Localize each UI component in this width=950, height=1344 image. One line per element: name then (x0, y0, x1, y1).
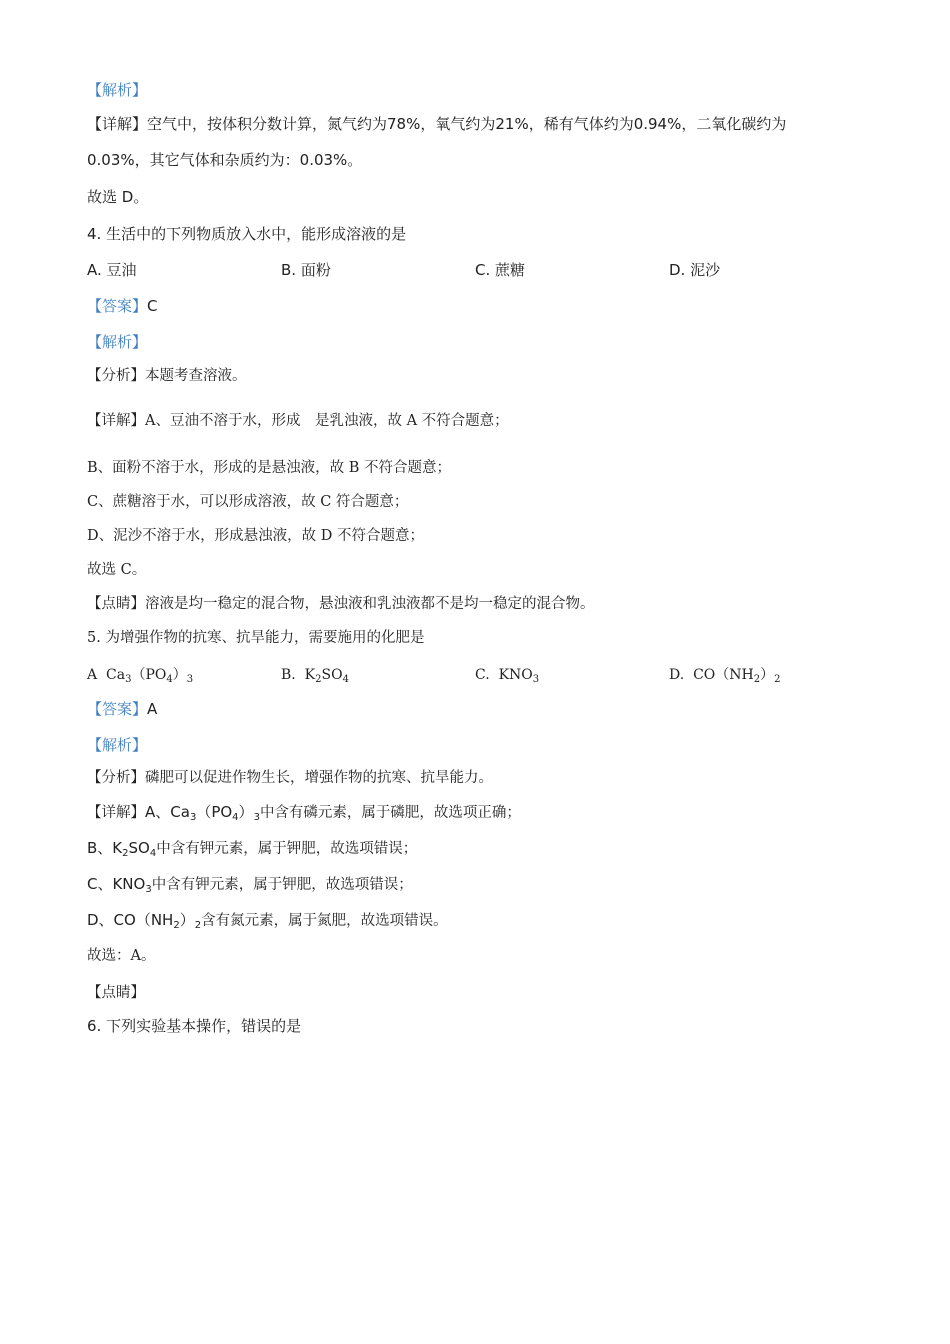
detail-paragraph-line (87, 114, 786, 134)
fenxi-line (87, 366, 247, 386)
answer-line (87, 296, 158, 316)
detail-tag: 【详解】 (87, 413, 145, 429)
dianjing-tag: 【点睛】 (87, 596, 145, 612)
question-5: 5. 为增强作物的抗寒、抗旱能力，需要施用的化肥是 (87, 630, 425, 646)
dianjing-text: 溶液是均一稳定的混合物，悬浊液和乳浊液都不是均一稳定的混合物。 (145, 596, 595, 612)
fenxi-tag: 【分析】 (87, 368, 145, 384)
analysis-tag: 【解析】 (87, 81, 148, 99)
detail-text: 空气中，按体积分数计算，氮气约为78%，氧气约为21%，稀有气体约为0.94%，二氧化碳约为 (147, 115, 787, 133)
option-b: B. 面粉 (281, 261, 331, 279)
detail-line-c: C、$KNO_3$中含有钾元素，属于钾肥，故选项错误； (87, 875, 413, 895)
detail-paragraph-line: 0.03%，其它气体和杂质约为：0.03%。 (87, 151, 363, 169)
detail-line-d: D、泥沙不溶于水，形成悬浊液，故 D 不符合题意； (87, 528, 424, 544)
option-d: D. 泥沙 (669, 261, 721, 279)
option-c: C. 蔗糖 (475, 261, 526, 279)
dianjing-line (87, 594, 595, 614)
fenxi-tag: 【分析】 (87, 770, 145, 786)
fenxi-text: 磷肥可以促进作物生长，增强作物的抗寒、抗旱能力。 (145, 770, 493, 786)
dianjing-tag: 【点睛】 (87, 985, 145, 1001)
option-a: A $Ca_3(PO_4)_3$ (87, 667, 194, 685)
option-c: C. $KNO_3$ (475, 667, 540, 685)
option-a: A. 豆油 (87, 261, 137, 279)
conclusion: 故选：A。 (87, 948, 156, 964)
detail-line-c: C、蔗糖溶于水，可以形成溶液，故 C 符合题意； (87, 494, 409, 510)
detail-line-b: B、$K_2SO_4$中含有钾元素，属于钾肥，故选项错误； (87, 839, 418, 859)
detail-line-b: B、面粉不溶于水，形成的是悬浊液，故 B 不符合题意； (87, 460, 452, 476)
detail-tag: 【详解】 (87, 805, 145, 821)
detail-line-a: 【详解】A、$Ca_3(PO_4)_3$中含有磷元素，属于磷肥，故选项正确； (87, 803, 521, 823)
detail-text: A、豆油不溶于水，形成 是乳浊液，故 A 不符合题意； (145, 413, 509, 429)
answer-value: C (147, 297, 158, 315)
answer-value: A (147, 700, 158, 718)
fenxi-text: 本题考查溶液。 (145, 368, 247, 384)
answer-line (87, 699, 157, 719)
detail-line-a (87, 411, 509, 431)
question-4: 4. 生活中的下列物质放入水中，能形成溶液的是 (87, 225, 407, 243)
detail-tag: 【详解】 (87, 115, 148, 133)
analysis-tag: 【解析】 (87, 333, 148, 351)
question-6: 6. 下列实验基本操作，错误的是 (87, 1017, 302, 1035)
option-d: D. $CO(NH_2)_2$ (669, 667, 781, 685)
fenxi-line (87, 768, 493, 788)
answer-tag: 【答案】 (87, 297, 148, 315)
conclusion: 故选 C。 (87, 562, 147, 578)
conclusion: 故选 D。 (87, 188, 149, 206)
analysis-tag: 【解析】 (87, 736, 148, 754)
option-b: B. $K_2SO_4$ (281, 667, 349, 685)
detail-line-d: D、$CO(NH_2)_2$含有氮元素，属于氮肥，故选项错误。 (87, 911, 448, 931)
answer-tag: 【答案】 (87, 700, 148, 718)
